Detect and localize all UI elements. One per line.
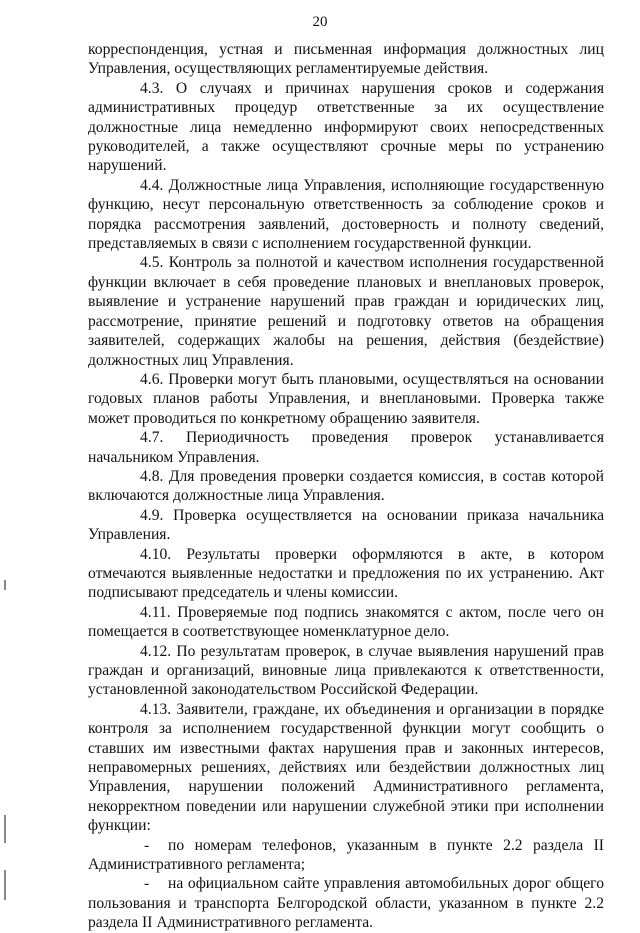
paragraph-continuation: корреспонденция, устная и письменная информация должностных лиц Управления, осуществляющих регламентируемые действия. — [88, 41, 604, 78]
bullet-item-website — [88, 874, 604, 932]
bullet-dash: - — [144, 836, 150, 854]
scan-margin-mark — [4, 580, 6, 590]
paragraph-4-4: 4.4. Должностные лица Управления, исполняющие государственную функцию, несут персональную ответственность за соблюдение сроков и порядка рассмотрения заявлений, достоверность и полноту сведений, представляемых в связи с исполнением государственной функции. — [88, 176, 604, 253]
paragraph-4-7: 4.7. Периодичность проведения проверок устанавливается начальником Управления. — [88, 429, 604, 466]
bullet-text: по номерам телефонов, указанным в пункте 2.2 раздела II Административного регламента; — [88, 836, 604, 874]
scan-margin-mark — [4, 870, 6, 900]
page-number: 20 — [312, 14, 328, 30]
paragraph-4-12: 4.12. По результатам проверок, в случае выявления нарушений прав граждан и организаций, виновные лица привлекаются к ответственности, установленной законодательством Российской Федерации. — [88, 642, 604, 699]
paragraph-4-10: 4.10. Результаты проверки оформляются в акте, в котором отмечаются выявленные недостатки и предложения по их устранению. Акт подписывают председатель и члены комиссии. — [88, 545, 604, 602]
paragraph-4-6: 4.6. Проверки могут быть плановыми, осуществляться на основании годовых планов работы Управления, и внеплановыми. Проверка также может проводиться по конкретному обращению заявителя. — [88, 370, 604, 427]
bullet-text: на официальном сайте управления автомобильных дорог общего пользования и транспорта Белгородской области, указанном в пункте 2.2 раздела II Административного регламента. — [88, 875, 604, 932]
paragraph-4-9: 4.9. Проверка осуществляется на основании приказа начальника Управления. — [88, 506, 604, 544]
paragraph-4-3: 4.3. О случаях и причинах нарушения сроков и содержания административных процедур ответственные за их осуществление должностные лица немедленно информируют своих непосредственных руководителей, а также осуществляют срочные меры по устранению нарушений. — [88, 79, 604, 175]
paragraph-4-13: 4.13. Заявители, граждане, их объединения и организации в порядке контроля за исполнением государственной функции могут сообщить о ставших им известными фактах нарушения прав и законных интересов, неправомерных решениях, действиях или бездействии должностных лиц Управления, нарушении положений Административного регламента, некорректном поведении или нарушении служебной этики при исполнении функции: — [88, 700, 604, 835]
scan-margin-mark — [4, 815, 6, 843]
paragraph-4-11: 4.11. Проверяемые под подпись знакомятся с актом, после чего он помещается в соответствующее номенклатурное дело. — [88, 603, 604, 641]
paragraph-4-8: 4.8. Для проведения проверки создается комиссия, в состав которой включаются должностные лица Управления. — [88, 467, 604, 505]
bullet-item-phone — [88, 836, 604, 875]
bullet-dash: - — [144, 875, 150, 893]
paragraph-4-5: 4.5. Контроль за полнотой и качеством исполнения государственной функции включает в себя проведение плановых и внеплановых проверок, выявление и устранение нарушений прав граждан и юридических лиц, рассмотрение, принятие решений и подготовку ответов на обращения заявителей, содержащих жалобы на решения, действия (бездействие) должностных лиц Управления. — [88, 254, 604, 369]
document-body — [88, 40, 604, 933]
